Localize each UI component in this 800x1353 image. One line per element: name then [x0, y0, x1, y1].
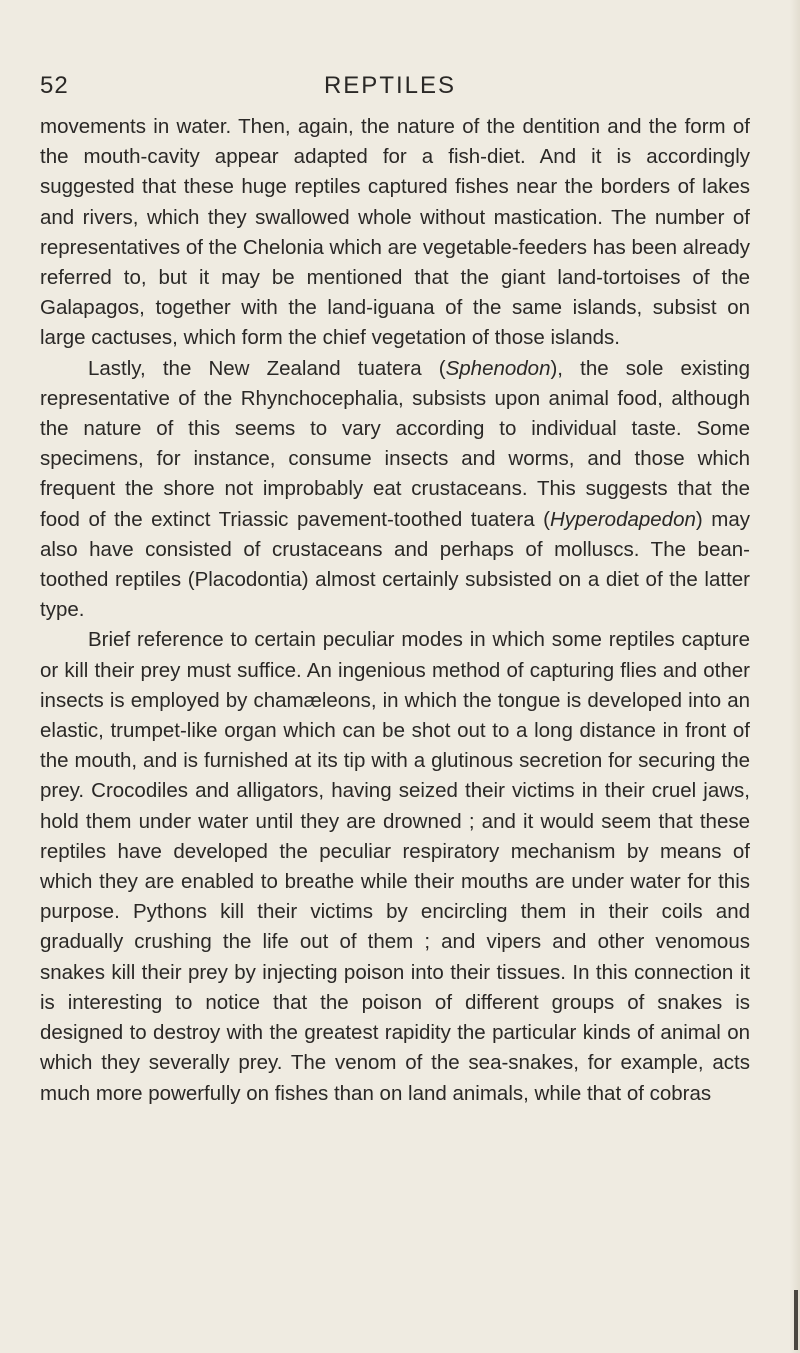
paragraph-prey-capture [40, 625, 750, 1108]
body-text [40, 112, 750, 1109]
text-segment: movements in water. Then, again, the nature of the dentition and the form of the mouth-cavity appear adapted for a fish-diet. And it is accordingly suggested that these huge reptiles captured fishes near the borders of lakes and rivers, which they swallowed whole without mastication. The number of representatives of the Chelonia which are vegetable-feeders has been already referred to, but it may be mentioned that the giant land-tortoises of the Galapagos, together with the land-iguana of the same islands, subsist on large cactuses, which form the chief vegetation of those islands. [40, 115, 750, 350]
genus-name-sphenodon: Sphenodon [445, 356, 551, 380]
text-segment: Lastly, the New Zealand tuatera ( [88, 356, 446, 380]
page-header [40, 72, 740, 112]
page-number: 52 [40, 72, 69, 99]
page-edge-mark [794, 1290, 798, 1350]
text-segment: Brief reference to certain peculiar modes in which some reptiles capture or kill their prey must suffice. An ingenious method of capturing flies and other insects is employed by chamæleons, in which the tongue is developed into an elastic, trumpet-like organ which can be shot out to a long distance in front of the mouth, and is furnished at its tip with a glutinous secretion for securing the prey. Crocodiles and alligators, having seized their victims in their cruel jaws, hold them under water until they are drowned ; and it would seem that these reptiles have developed the peculiar respiratory mechanism by means of which they are enabled to breathe while their mouths are under water for this purpose. Pythons kill their victims by encircling them in their coils and gradually crushing the life out of them ; and vipers and other venomous snakes kill their prey by injecting poison into their tissues. In this connection it is interesting to notice that the poison of different groups of snakes is designed to destroy with the greatest rapidity the particular kinds of animal on which they severally prey. The venom of the sea-snakes, for example, acts much more powerfully on fishes than on land animals, while that of cobras [40, 628, 750, 1105]
running-head: REPTILES [323, 72, 457, 99]
text-segment: ), the sole existing representative of the Rhynchocephalia, subsists upon animal food, although the nature of this seems to vary according to individual taste. Some specimens, for instance, consume insects and worms, and those which frequent the shore not improbably eat crustaceans. This suggests that the food of the extinct Triassic pavement-toothed tuatera ( [40, 356, 750, 531]
paragraph-tuatera [40, 354, 750, 626]
genus-name-hyperodapedon: Hyperodapedon [549, 507, 696, 531]
page-edge [790, 0, 800, 1353]
text-segment: ) may also have consisted of crustaceans and perhaps of molluscs. The bean-toothed reptiles (Placodontia) almost certainly subsisted on a diet of the latter type. [40, 507, 750, 622]
paragraph-continuation [40, 112, 750, 354]
